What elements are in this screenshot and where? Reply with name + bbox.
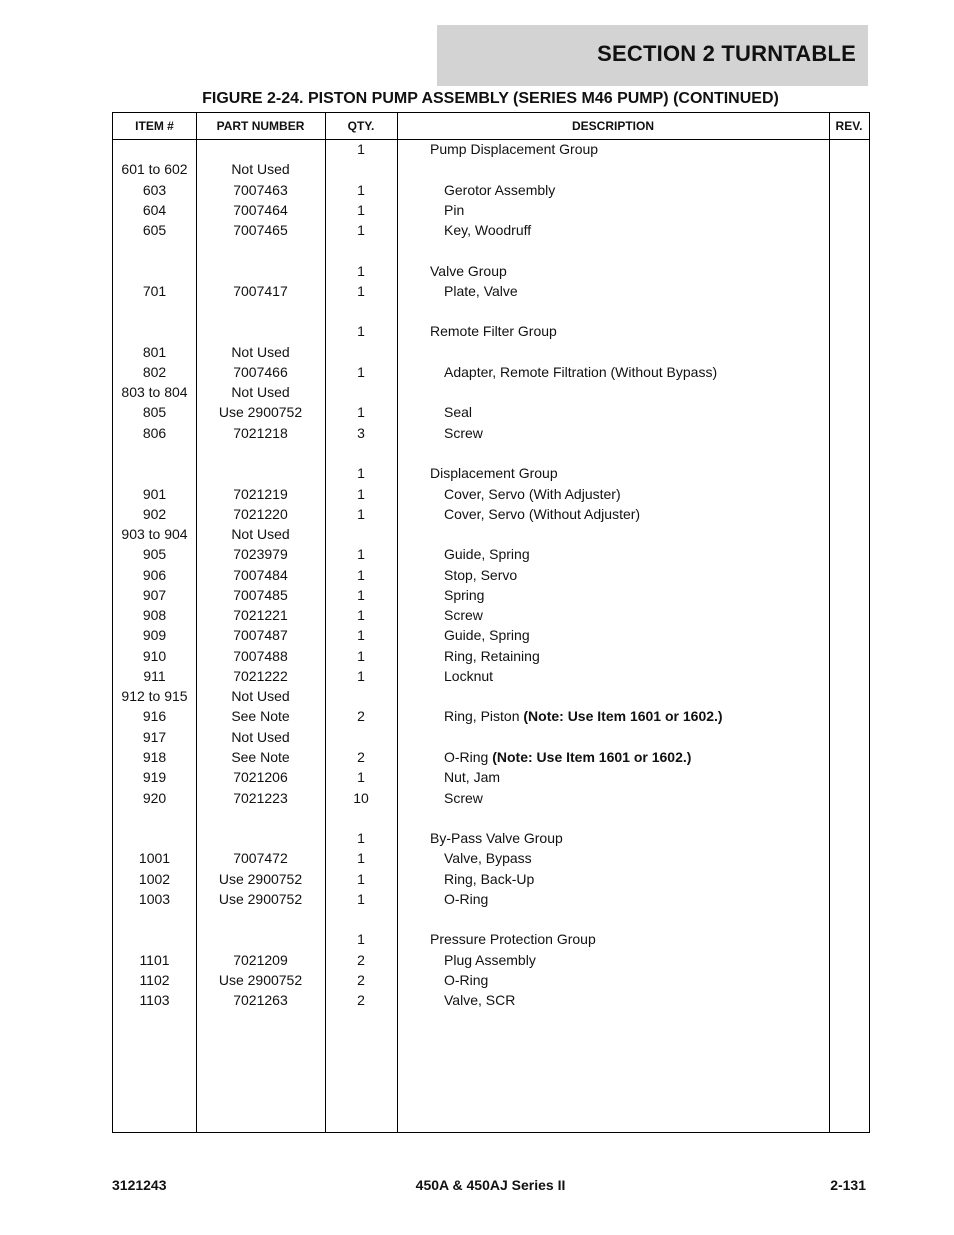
item-number-cell: 605 — [142, 222, 167, 239]
description-text: Key, Woodruff — [444, 222, 532, 239]
part-number-cell: 7007484 — [233, 566, 288, 583]
table-body — [113, 140, 869, 1011]
table-row — [113, 505, 869, 525]
quantity-cell: 1 — [357, 667, 365, 684]
column-header-part-number: PART NUMBER — [216, 119, 305, 133]
item-number-cell: 902 — [142, 505, 167, 522]
table-row — [113, 829, 869, 849]
table-row — [113, 485, 869, 505]
description-cell — [397, 221, 876, 239]
description-text: Adapter, Remote Filtration (Without Bypass) — [444, 363, 718, 380]
table-row — [113, 768, 869, 788]
description-cell — [397, 647, 876, 665]
description-text: Plug Assembly — [444, 951, 536, 968]
table-row — [113, 566, 869, 586]
quantity-cell: 2 — [357, 708, 365, 725]
description-cell — [397, 282, 876, 300]
table-row — [113, 444, 869, 464]
part-number-cell: 7007466 — [233, 363, 288, 380]
table-row — [113, 262, 869, 282]
table-row — [113, 201, 869, 221]
item-number-cell: 909 — [142, 627, 167, 644]
quantity-cell: 1 — [357, 262, 365, 279]
description-cell — [397, 991, 876, 1009]
item-number-cell: 908 — [142, 607, 167, 624]
part-number-cell: 7021206 — [233, 769, 288, 786]
part-number-cell: 7021223 — [233, 789, 288, 806]
column-header-description: DESCRIPTION — [571, 119, 654, 133]
table-row — [113, 282, 869, 302]
description-cell — [397, 707, 876, 725]
part-number-cell: Use 2900752 — [218, 404, 303, 421]
table-row — [113, 221, 869, 241]
part-number-cell: 7021222 — [233, 667, 288, 684]
part-number-cell: Not Used — [231, 688, 290, 705]
item-number-cell: 604 — [142, 201, 167, 218]
item-number-cell: 905 — [142, 546, 167, 563]
quantity-cell: 1 — [357, 222, 365, 239]
description-note: (Note: Use Item 1601 or 1602.) — [523, 708, 723, 725]
part-number-cell: 7023979 — [233, 546, 288, 563]
table-row — [113, 181, 869, 201]
item-number-cell: 920 — [142, 789, 167, 806]
description-cell — [397, 667, 876, 685]
part-number-cell: 7007487 — [233, 627, 288, 644]
quantity-cell: 1 — [357, 769, 365, 786]
description-cell — [397, 201, 876, 219]
quantity-cell: 1 — [357, 141, 365, 157]
item-number-cell: 802 — [142, 363, 167, 380]
part-number-cell: Use 2900752 — [218, 971, 303, 988]
description-cell — [397, 140, 862, 158]
item-number-cell: 918 — [142, 748, 167, 765]
part-number-cell: See Note — [231, 748, 290, 765]
description-cell — [397, 789, 876, 807]
item-number-cell: 701 — [142, 282, 167, 299]
item-number-cell: 801 — [142, 343, 167, 360]
description-text: Remote Filter Group — [430, 323, 557, 340]
item-number-cell: 903 to 904 — [121, 526, 188, 543]
description-cell — [397, 566, 876, 584]
table-row — [113, 849, 869, 869]
description-text: Locknut — [444, 667, 494, 684]
table-row — [113, 951, 869, 971]
quantity-cell: 1 — [357, 850, 365, 867]
description-text: Gerotor Assembly — [444, 181, 556, 198]
table-row — [113, 302, 869, 322]
quantity-cell: 1 — [357, 830, 365, 847]
part-number-cell: Use 2900752 — [218, 890, 303, 907]
part-number-cell: 7007465 — [233, 222, 288, 239]
description-text: O-Ring — [444, 971, 489, 988]
table-row — [113, 930, 869, 950]
item-number-cell: 906 — [142, 566, 167, 583]
part-number-cell: 7007488 — [233, 647, 288, 664]
item-number-cell: 806 — [142, 424, 167, 441]
section-title: SECTION 2 TURNTABLE — [597, 41, 856, 66]
description-text: O-Ring — [444, 890, 489, 907]
quantity-cell: 1 — [357, 465, 365, 482]
item-number-cell: 910 — [142, 647, 167, 664]
description-text: Guide, Spring — [444, 546, 530, 563]
quantity-cell: 1 — [357, 363, 365, 380]
description-text: Screw — [444, 607, 483, 624]
table-row — [113, 748, 869, 768]
description-cell — [397, 586, 876, 604]
column-header-qty: QTY. — [347, 119, 375, 133]
part-number-cell: 7007472 — [233, 850, 288, 867]
description-text: Pressure Protection Group — [430, 931, 596, 948]
part-number-cell: 7021221 — [233, 607, 288, 624]
description-cell — [397, 545, 876, 563]
footer-page-number: 2-131 — [830, 1177, 866, 1193]
description-cell — [397, 403, 876, 421]
table-row — [113, 910, 869, 930]
item-number-cell: 917 — [142, 728, 167, 745]
quantity-cell: 1 — [357, 323, 365, 340]
description-text: By-Pass Valve Group — [430, 830, 563, 847]
item-number-cell: 1001 — [138, 850, 171, 867]
quantity-cell: 1 — [357, 607, 365, 624]
footer-document-number: 3121243 — [112, 1177, 167, 1193]
quantity-cell: 2 — [357, 951, 365, 968]
description-text: Spring — [444, 586, 485, 603]
quantity-cell: 1 — [357, 546, 365, 563]
quantity-cell: 1 — [357, 201, 365, 218]
quantity-cell: 1 — [357, 586, 365, 603]
part-number-cell: Use 2900752 — [218, 870, 303, 887]
quantity-cell: 3 — [357, 424, 365, 441]
description-cell — [397, 849, 876, 867]
table-row — [113, 140, 869, 160]
table-row — [113, 464, 869, 484]
table-row — [113, 403, 869, 423]
quantity-cell: 1 — [357, 282, 365, 299]
table-row — [113, 606, 869, 626]
table-row — [113, 626, 869, 646]
description-text: Valve, Bypass — [444, 850, 532, 867]
description-cell — [397, 748, 876, 766]
part-number-cell: See Note — [231, 708, 290, 725]
description-cell — [397, 606, 876, 624]
footer-model: 450A & 450AJ Series II — [415, 1177, 566, 1193]
item-number-cell: 1101 — [139, 951, 170, 968]
table-row — [113, 687, 869, 707]
item-number-cell: 601 to 602 — [121, 161, 188, 178]
quantity-cell: 1 — [357, 505, 365, 522]
part-number-cell: 7021218 — [233, 424, 288, 441]
item-number-cell: 919 — [142, 769, 167, 786]
description-cell — [397, 363, 876, 381]
table-row — [113, 545, 869, 565]
table-row — [113, 890, 869, 910]
part-number-cell: 7007463 — [233, 181, 288, 198]
item-number-cell: 901 — [142, 485, 167, 502]
table-row — [113, 971, 869, 991]
table-row — [113, 586, 869, 606]
table-row — [113, 789, 869, 809]
quantity-cell: 10 — [353, 789, 369, 806]
table-row — [113, 343, 869, 363]
table-row — [113, 383, 869, 403]
table-row — [113, 647, 869, 667]
table-row — [113, 322, 869, 342]
item-number-cell: 912 to 915 — [121, 688, 188, 705]
description-cell — [397, 829, 862, 847]
quantity-cell: 1 — [357, 627, 365, 644]
description-cell — [397, 626, 876, 644]
column-header-item: ITEM # — [135, 119, 174, 133]
description-text: Pump Displacement Group — [430, 141, 599, 157]
description-text: Screw — [444, 789, 483, 806]
description-cell — [397, 890, 876, 908]
item-number-cell: 805 — [142, 404, 167, 421]
table-row — [113, 160, 869, 180]
part-number-cell: 7021220 — [233, 505, 288, 522]
description-cell — [397, 464, 862, 482]
quantity-cell: 2 — [357, 992, 365, 1009]
table-row — [113, 991, 869, 1011]
part-number-cell: Not Used — [231, 526, 290, 543]
description-cell — [397, 485, 876, 503]
table-row — [113, 525, 869, 545]
description-text: O-Ring — [444, 748, 493, 765]
description-text: Valve, SCR — [444, 992, 516, 1009]
quantity-cell: 1 — [357, 566, 365, 583]
description-note: (Note: Use Item 1601 or 1602.) — [492, 748, 692, 765]
table-row — [113, 241, 869, 261]
item-number-cell: 911 — [143, 667, 166, 684]
part-number-cell: 7021219 — [233, 485, 288, 502]
description-text: Ring, Back-Up — [444, 870, 535, 887]
part-number-cell: 7007417 — [233, 282, 288, 299]
section-header-band — [437, 25, 868, 86]
part-number-cell: Not Used — [231, 161, 290, 178]
description-text: Plate, Valve — [444, 282, 518, 299]
description-cell — [397, 322, 862, 340]
quantity-cell: 2 — [357, 748, 365, 765]
item-number-cell: 1103 — [139, 992, 170, 1009]
description-cell — [397, 870, 876, 888]
part-number-cell: Not Used — [231, 384, 290, 401]
quantity-cell: 1 — [357, 485, 365, 502]
description-text: Valve Group — [430, 262, 507, 279]
item-number-cell: 916 — [142, 708, 167, 725]
description-text: Ring, Retaining — [444, 647, 540, 664]
part-number-cell: 7021209 — [233, 951, 288, 968]
description-cell — [397, 951, 876, 969]
description-cell — [397, 262, 862, 280]
description-text: Pin — [444, 201, 465, 218]
quantity-cell: 1 — [357, 404, 365, 421]
table-row — [113, 363, 869, 383]
description-text: Seal — [444, 404, 473, 421]
description-text: Displacement Group — [430, 465, 558, 482]
quantity-cell: 1 — [357, 890, 365, 907]
table-row — [113, 870, 869, 890]
description-text: Guide, Spring — [444, 627, 530, 644]
part-number-cell: 7021263 — [233, 992, 288, 1009]
table-row — [113, 424, 869, 444]
description-cell — [397, 930, 862, 948]
description-cell — [397, 971, 876, 989]
description-text: Ring, Piston — [444, 708, 524, 725]
item-number-cell: 1102 — [139, 971, 170, 988]
description-cell — [397, 424, 876, 442]
quantity-cell: 1 — [357, 647, 365, 664]
column-header-rev: REV. — [835, 119, 863, 133]
part-number-cell: Not Used — [231, 343, 290, 360]
table-row — [113, 728, 869, 748]
part-number-cell: 7007485 — [233, 586, 288, 603]
quantity-cell: 1 — [357, 870, 365, 887]
item-number-cell: 803 to 804 — [121, 384, 188, 401]
description-text: Nut, Jam — [444, 769, 501, 786]
description-text: Cover, Servo (With Adjuster) — [444, 485, 621, 502]
quantity-cell: 1 — [357, 931, 365, 948]
quantity-cell: 1 — [357, 181, 365, 198]
description-cell — [397, 768, 876, 786]
figure-title: FIGURE 2-24. PISTON PUMP ASSEMBLY (SERIES M46 PUMP) (CONTINUED) — [202, 90, 779, 107]
table-row — [113, 707, 869, 727]
description-text: Cover, Servo (Without Adjuster) — [444, 505, 641, 522]
table-row — [113, 809, 869, 829]
description-cell — [397, 505, 876, 523]
quantity-cell: 2 — [357, 971, 365, 988]
description-text: Stop, Servo — [444, 566, 518, 583]
item-number-cell: 1003 — [138, 890, 171, 907]
description-cell — [397, 181, 876, 199]
item-number-cell: 1002 — [138, 870, 171, 887]
part-number-cell: 7007464 — [233, 201, 288, 218]
item-number-cell: 907 — [142, 586, 167, 603]
table-row — [113, 667, 869, 687]
item-number-cell: 603 — [142, 181, 167, 198]
description-text: Screw — [444, 424, 483, 441]
parts-table — [112, 112, 870, 1133]
part-number-cell: Not Used — [231, 728, 290, 745]
